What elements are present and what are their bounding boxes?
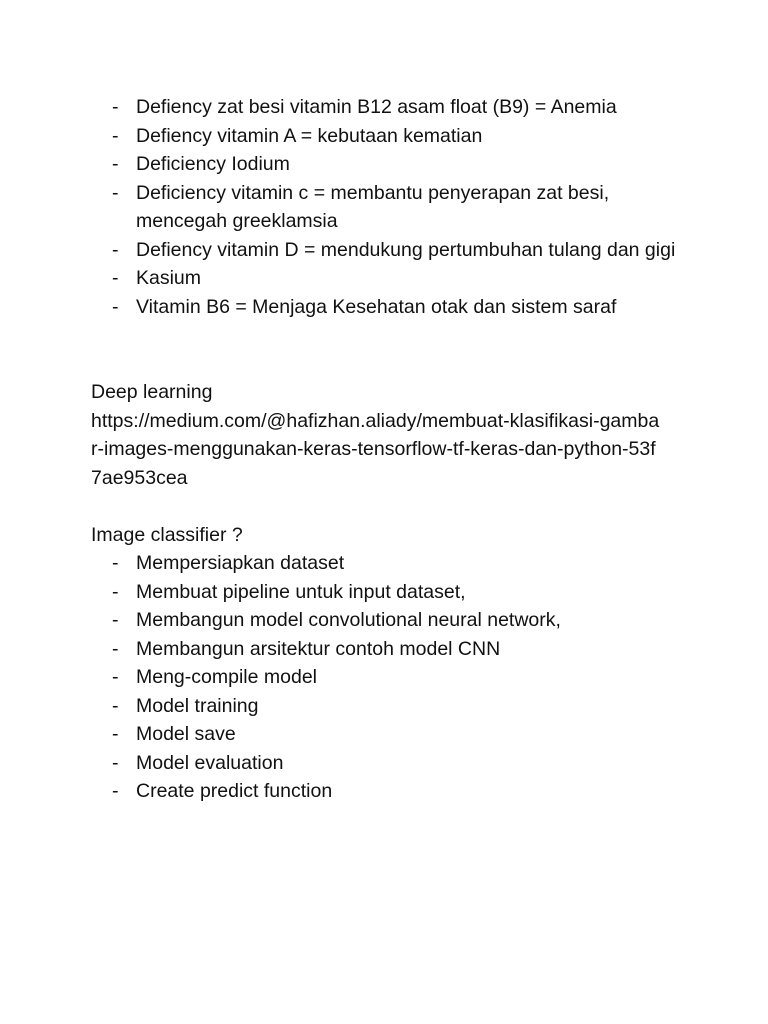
list-item	[91, 264, 691, 293]
bullet-dash: -	[112, 609, 119, 631]
list-item	[91, 749, 691, 778]
list-item	[91, 663, 691, 692]
list-item	[91, 93, 691, 122]
bullet-dash: -	[112, 580, 119, 603]
list-item-text: Kasium	[136, 267, 202, 289]
list-item-text: Model evaluation	[136, 751, 284, 774]
bullet-dash: -	[112, 96, 119, 118]
bullet-dash: -	[112, 666, 119, 688]
list-item	[91, 578, 691, 607]
document-content	[91, 93, 691, 806]
list-item-text: Meng-compile model	[136, 666, 317, 688]
list-item	[91, 720, 691, 749]
list-item-text: Defiency vitamin D = mendukung pertumbuhan tulang dan gigi	[136, 238, 676, 261]
bullet-dash: -	[112, 723, 119, 745]
deficiency-list	[91, 93, 691, 321]
image-classifier-steps	[91, 549, 691, 806]
list-item-text: Create predict function	[136, 780, 333, 802]
list-item-text: Model training	[136, 694, 259, 717]
image-classifier-heading: Image classifier ?	[91, 523, 243, 546]
list-item-text: Defiency zat besi vitamin B12 asam float (B9) = Anemia	[136, 96, 617, 118]
list-item	[91, 293, 691, 322]
bullet-dash: -	[112, 751, 119, 774]
list-item-text: Membangun arsitektur contoh model CNN	[136, 637, 501, 660]
bullet-dash: -	[112, 181, 119, 204]
bullet-dash: -	[112, 295, 119, 318]
list-item-text: Defiency vitamin A = kebutaan kematian	[136, 124, 483, 147]
list-item-text: Membuat pipeline untuk input dataset,	[136, 580, 466, 603]
bullet-dash: -	[112, 637, 119, 660]
list-item	[91, 635, 691, 664]
list-item	[91, 150, 691, 179]
list-item	[91, 549, 691, 578]
list-item	[91, 606, 691, 635]
list-item	[91, 692, 691, 721]
list-item	[91, 777, 691, 806]
spacer	[91, 492, 691, 521]
bullet-dash: -	[112, 780, 119, 802]
bullet-dash: -	[112, 552, 119, 574]
bullet-dash: -	[112, 238, 119, 261]
reference-url: https://medium.com/@hafizhan.aliady/membuat-klasifikasi-gambar-images-menggunakan-keras-tensorflow-tf-keras-dan-python-53f7ae953cea	[91, 409, 660, 489]
deep-learning-heading: Deep learning	[91, 381, 213, 403]
bullet-dash: -	[112, 694, 119, 717]
list-item	[91, 179, 691, 236]
list-item-text: Vitamin B6 = Menjaga Kesehatan otak dan sistem saraf	[136, 295, 617, 318]
bullet-dash: -	[112, 153, 119, 175]
list-item-text: Membangun model convolutional neural network,	[136, 609, 561, 631]
list-item-text: Deficiency vitamin c = membantu penyerapan zat besi, mencegah greeklamsia	[136, 181, 610, 232]
list-item-text: Mempersiapkan dataset	[136, 552, 345, 574]
bullet-dash: -	[112, 267, 119, 289]
list-item-text: Deficiency Iodium	[136, 153, 290, 175]
list-item	[91, 236, 691, 265]
list-item	[91, 122, 691, 151]
list-item-text: Model save	[136, 723, 236, 745]
spacer	[91, 321, 691, 378]
bullet-dash: -	[112, 124, 119, 147]
